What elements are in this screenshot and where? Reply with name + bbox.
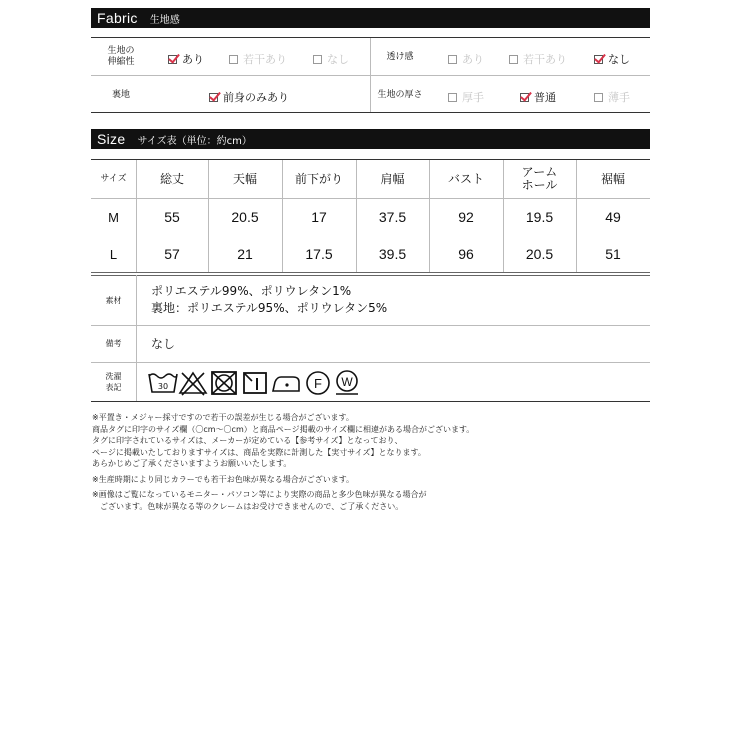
fabric-section-header [91,8,650,28]
stretch-option-none: なし [313,51,349,67]
material-label: 素材 [105,296,122,305]
table-cell: 92 [458,209,474,225]
notes [92,412,474,512]
fabric-header-en: Fabric [97,10,138,26]
size-table [91,159,650,273]
col-header-bust: バスト [447,171,484,186]
size-label-m: M [108,209,119,225]
note-line: あらかじめご了承くださいますようお願いいたします。 [92,459,292,468]
thickness-label: 生地の厚さ [377,90,423,100]
wet-clean-letter: W [341,375,353,389]
sheer-option-slight: 若干あり [509,51,567,67]
no-tumble-dry-icon [210,370,238,396]
checked-box-icon [168,55,177,64]
lining-label: 裏地 [111,90,130,100]
size-header-en: Size [97,131,126,147]
note-line: ページに掲載いたしておりますサイズは、商品を実際に計測した【実寸サイズ】となります。 [92,447,426,457]
checkbox-icon [509,55,518,64]
thickness-option-thin: 薄手 [594,89,630,105]
wash-temp: 30 [157,382,169,391]
sheer-option-yes: あり [448,51,484,67]
checked-box-icon [520,93,529,102]
stretch-label: 生地の 伸縮性 [107,46,135,67]
dry-clean-f-icon [304,370,332,396]
material-line-2: 裏地：ポリエステル95%、ポリウレタン5% [151,301,388,315]
thickness-option-thick: 厚手 [448,89,484,105]
table-cell: 20.5 [525,246,554,262]
checkbox-icon [448,93,457,102]
remarks-value: なし [151,337,176,351]
table-cell: 37.5 [378,209,407,225]
note-line: ※生産時期により同じカラーでも若干お色味が異なる場合がございます。 [92,474,355,484]
stretch-option-slight: 若干あり [229,51,287,67]
col-header-hem-width: 裾幅 [600,171,625,186]
stretch-option-yes: あり [168,51,204,67]
checkbox-icon [594,93,603,102]
table-cell: 55 [164,209,180,225]
col-header-shoulder: 肩幅 [380,171,405,186]
table-cell: 49 [605,209,621,225]
size-label-l: L [109,246,118,262]
table-cell: 39.5 [378,246,407,262]
col-header-total-length: 総丈 [159,171,184,186]
col-header-armhole: アーム ホール [521,165,558,192]
line-dry-shade-icon [242,370,268,396]
care-label: 洗濯 表記 [105,372,122,392]
note-line: ございます。色味が異なる等のクレームはお受けできませんので、ご了承ください。 [92,501,404,511]
table-cell: 19.5 [525,209,554,225]
sheerness-label: 透け感 [386,52,414,62]
size-section-header [91,129,650,149]
table-cell: 17 [311,209,327,225]
material-line-1: ポリエステル99%、ポリウレタン1% [151,284,352,298]
note-line: ※画像はご覧になっているモニター・パソコン等により実際の商品と多少色味が異なる場合が [92,490,427,499]
checkbox-icon [448,55,457,64]
note-line: ※平置き・メジャー採寸ですので若干の誤差が生じる場合がございます。 [92,413,354,422]
col-header-size: サイズ [100,173,127,184]
note-line: タグに印字されているサイズは、メーカーが定めている【参考サイズ】となっており、 [92,436,403,445]
table-cell: 96 [458,246,474,262]
table-cell: 57 [164,246,180,262]
table-cell: 51 [605,246,621,262]
checked-box-icon [209,93,218,102]
size-header-jp: サイズ表（単位：約cm） [137,135,252,147]
remarks-label: 備考 [105,339,122,348]
checkbox-icon [229,55,238,64]
table-cell: 17.5 [305,246,333,262]
checkbox-icon [313,55,322,64]
fabric-header-jp: 生地感 [149,14,180,26]
col-header-front-drop: 前下がり [294,171,343,186]
checked-box-icon [594,55,603,64]
sheer-option-none: なし [594,51,630,67]
note-line: 商品タグに印字のサイズ欄（〇cm〜〇cm）と商品ページ掲載のサイズ欄に相違がある場合がございます。 [92,424,475,434]
thickness-option-normal: 普通 [520,89,556,105]
wash-30-icon [147,370,179,396]
iron-low-icon [270,370,302,396]
no-bleach-icon [178,370,208,396]
table-cell: 21 [237,246,253,262]
wet-clean-w-icon [333,370,361,396]
dry-clean-letter: F [314,376,322,391]
fabric-table [91,37,650,113]
table-cell: 20.5 [231,209,259,225]
lining-option-front-only: 前身のみあり [209,89,289,105]
col-header-top-width: 天幅 [232,171,257,186]
